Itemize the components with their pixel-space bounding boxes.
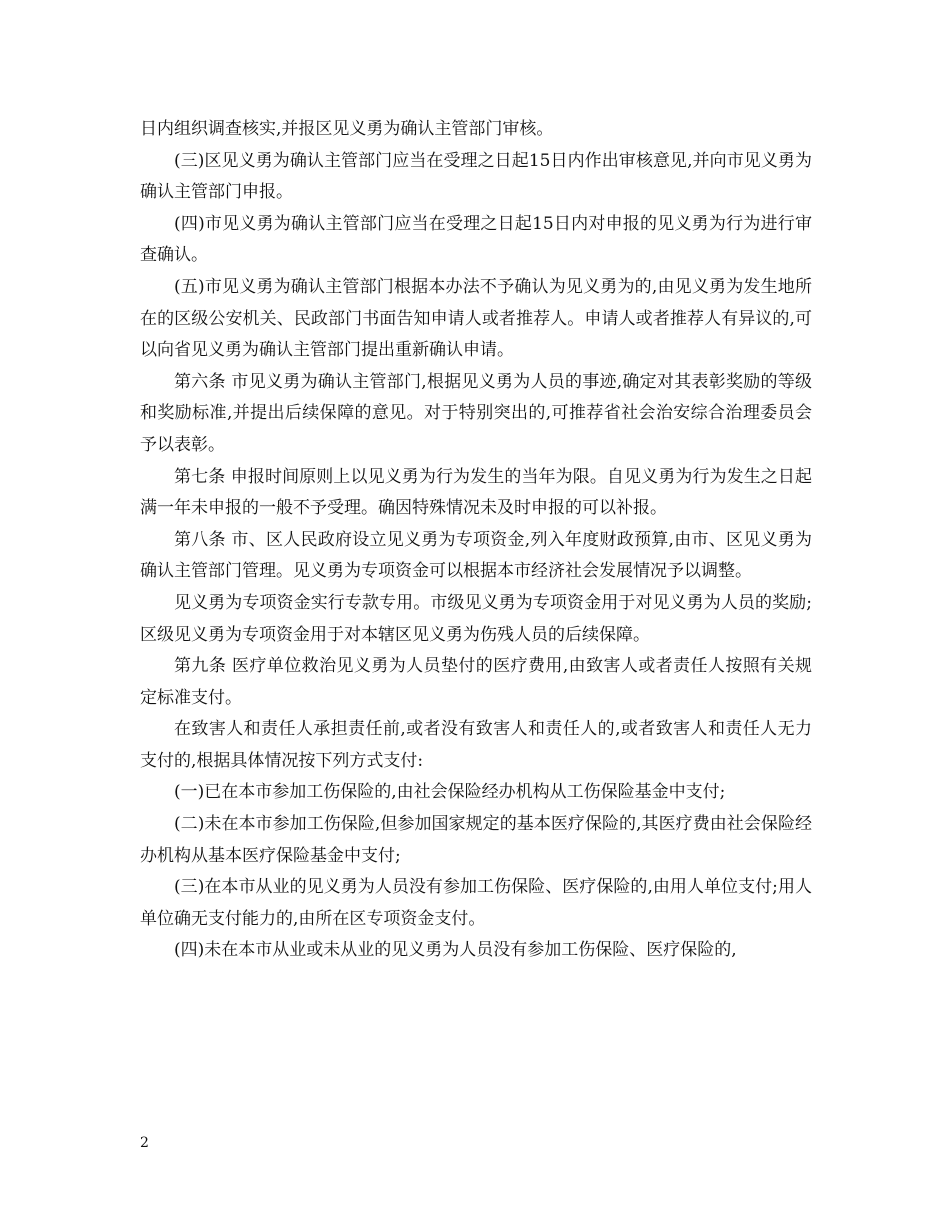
paragraph: 第八条 市、区人民政府设立见义勇为专项资金,列入年度财政预算,由市、区见义勇为确认主管部门管理。见义勇为专项资金可以根据本市经济社会发展情况予以调整。 <box>140 529 812 582</box>
paragraph: (三)区见义勇为确认主管部门应当在受理之日起15日内作出审核意见,并向市见义勇为确认主管部门申报。 <box>140 150 812 203</box>
paragraph: 在致害人和责任人承担责任前,或者没有致害人和责任人的,或者致害人和责任人无力支付的,根据具体情况按下列方式支付: <box>140 719 812 771</box>
paragraph: 第六条 市见义勇为确认主管部门,根据见义勇为人员的事迹,确定对其表彰奖励的等级和奖励标准,并提出后续保障的意见。对于特别突出的,可推荐省社会治安综合治理委员会予以表彰。 <box>140 371 812 455</box>
page-number: 2 <box>140 1135 149 1151</box>
paragraph: 第七条 申报时间原则上以见义勇为行为发生的当年为限。自见义勇为行为发生之日起满一年未申报的一般不予受理。确因特殊情况未及时申报的可以补报。 <box>140 466 812 519</box>
paragraph: (一)已在本市参加工伤保险的,由社会保险经办机构从工伤保险基金中支付; <box>174 782 726 803</box>
paragraph: (四)市见义勇为确认主管部门应当在受理之日起15日内对申报的见义勇为行为进行审查确认。 <box>140 213 812 266</box>
body-text <box>140 114 812 967</box>
paragraph: (二)未在本市参加工伤保险,但参加国家规定的基本医疗保险的,其医疗费由社会保险经办机构从基本医疗保险基金中支付; <box>140 814 812 866</box>
paragraph: 日内组织调查核实,并报区见义勇为确认主管部门审核。 <box>140 119 554 139</box>
paragraph: (五)市见义勇为确认主管部门根据本办法不予确认为见义勇为的,由见义勇为发生地所在的区级公安机关、民政部门书面告知申请人或者推荐人。申请人或者推荐人有异议的,可以向省见义勇为确认主管部门提出重新确认申请。 <box>140 276 812 361</box>
paragraph: (四)未在本市从业或未从业的见义勇为人员没有参加工伤保险、医疗保险的, <box>174 940 737 961</box>
paragraph: (三)在本市从业的见义勇为人员没有参加工伤保险、医疗保险的,由用人单位支付;用人单位确无支付能力的,由所在区专项资金支付。 <box>140 877 812 929</box>
paragraph: 第九条 医疗单位救治见义勇为人员垫付的医疗费用,由致害人或者责任人按照有关规定标准支付。 <box>140 656 812 708</box>
paragraph: 见义勇为专项资金实行专款专用。市级见义勇为专项资金用于对见义勇为人员的奖励;区级见义勇为专项资金用于对本辖区见义勇为伤残人员的后续保障。 <box>140 592 812 645</box>
